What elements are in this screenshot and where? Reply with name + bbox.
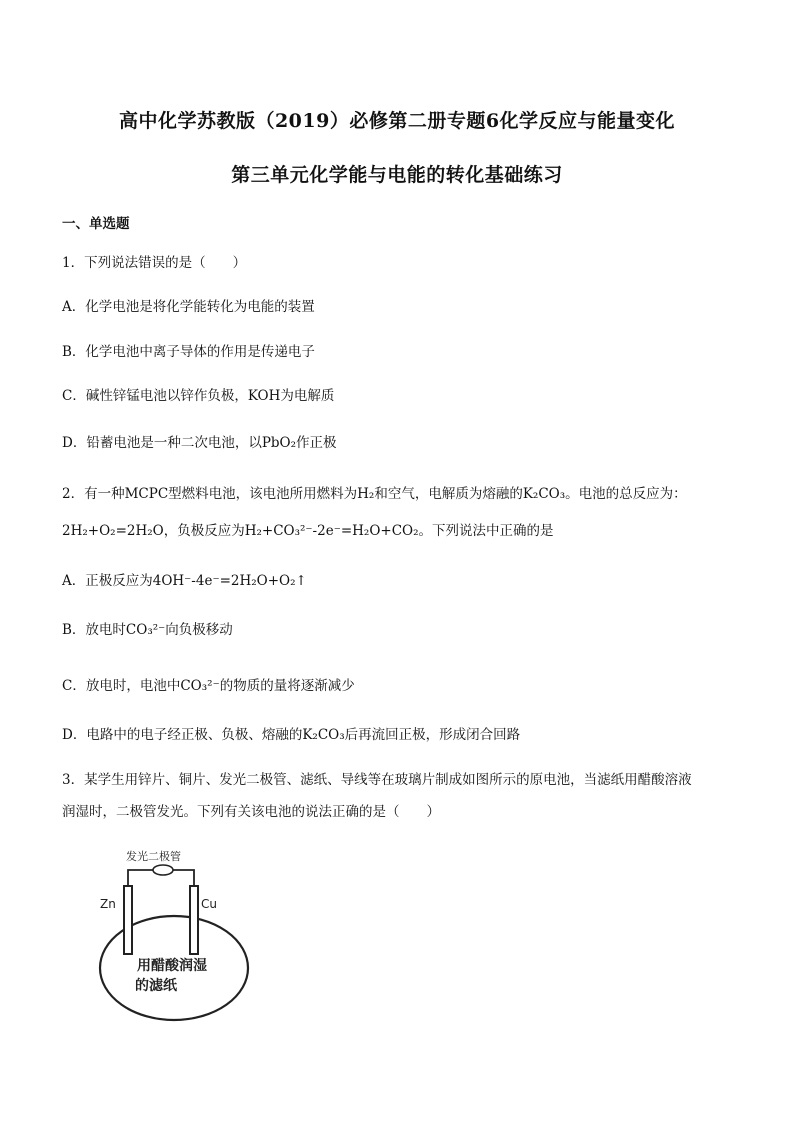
q1-option-d-formula: PbO₂ — [261, 435, 297, 451]
q1-stem: 1．下列说法错误的是（ ） — [62, 255, 247, 271]
zn-label: Zn — [100, 897, 116, 911]
q2-stem-line1: 2．有一种MCPC型燃料电池，该电池所用燃料为H₂和空气，电解质为熔融的K₂CO₃。电池的总反应为： — [62, 486, 687, 502]
document-title-line2: 第三单元化学能与电能的转化基础练习 — [231, 164, 563, 186]
q2-option-a: A．正极反应为4OH⁻-4e⁻=2H₂O+O₂↑ — [62, 573, 307, 589]
q2-option-c-suffix: 的物质的量将逐渐减少 — [219, 678, 355, 694]
q2-option-d: D．电路中的电子经正极、负极、熔融的K₂CO₃后再流回正极，形成闭合回路 — [62, 727, 521, 743]
q2-option-b-prefix: B．放电时 — [62, 622, 126, 638]
q2-option-b — [62, 618, 233, 638]
q2-option-c — [62, 674, 355, 694]
led-label: 发光二极管 — [126, 850, 181, 863]
q2-stem-line2: 2H₂+O₂=2H₂O，负极反应为H₂+CO₃²⁻-2e⁻=H₂O+CO₂。下列说法中正确的是 — [62, 523, 554, 539]
q2-option-b-suffix: 向负极移动 — [165, 622, 233, 638]
q1-option-b: B．化学电池中离子导体的作用是传递电子 — [62, 344, 315, 360]
left-wire — [128, 870, 154, 886]
q1-option-d-prefix: D．铅蓄电池是一种二次电池，以 — [62, 435, 262, 451]
q1-option-d — [62, 431, 337, 451]
q1-option-a: A．化学电池是将化学能转化为电能的装置 — [62, 299, 315, 315]
q2-option-c-formula: CO₃²⁻ — [180, 678, 220, 694]
led-diode — [153, 865, 173, 875]
document-title-line1: 高中化学苏教版（2019）必修第二册专题6化学反应与能量变化 — [118, 110, 676, 132]
q3-stem-line2: 润湿时，二极管发光。下列有关该电池的说法正确的是（ ） — [62, 804, 440, 820]
paper-label-line1: 用醋酸润湿 — [137, 958, 207, 974]
galvanic-cell-figure — [78, 848, 258, 1023]
paper-label-line2: 的滤纸 — [135, 978, 177, 994]
q2-option-b-formula: CO₃²⁻ — [125, 622, 166, 638]
q1-option-d-suffix: 作正极 — [296, 435, 337, 451]
right-wire — [172, 870, 194, 886]
zinc-electrode — [124, 886, 132, 954]
q1-option-c: C．碱性锌锰电池以锌作负极，KOH为电解质 — [62, 388, 335, 404]
section-heading: 一、单选题 — [62, 216, 130, 232]
cu-label: Cu — [201, 897, 217, 911]
q2-option-c-prefix: C．放电时，电池中 — [62, 678, 181, 694]
copper-electrode — [190, 886, 198, 954]
q3-stem-line1: 3．某学生用锌片、铜片、发光二极管、滤纸、导线等在玻璃片制成如图所示的原电池，当滤纸用醋酸溶液 — [62, 772, 692, 788]
